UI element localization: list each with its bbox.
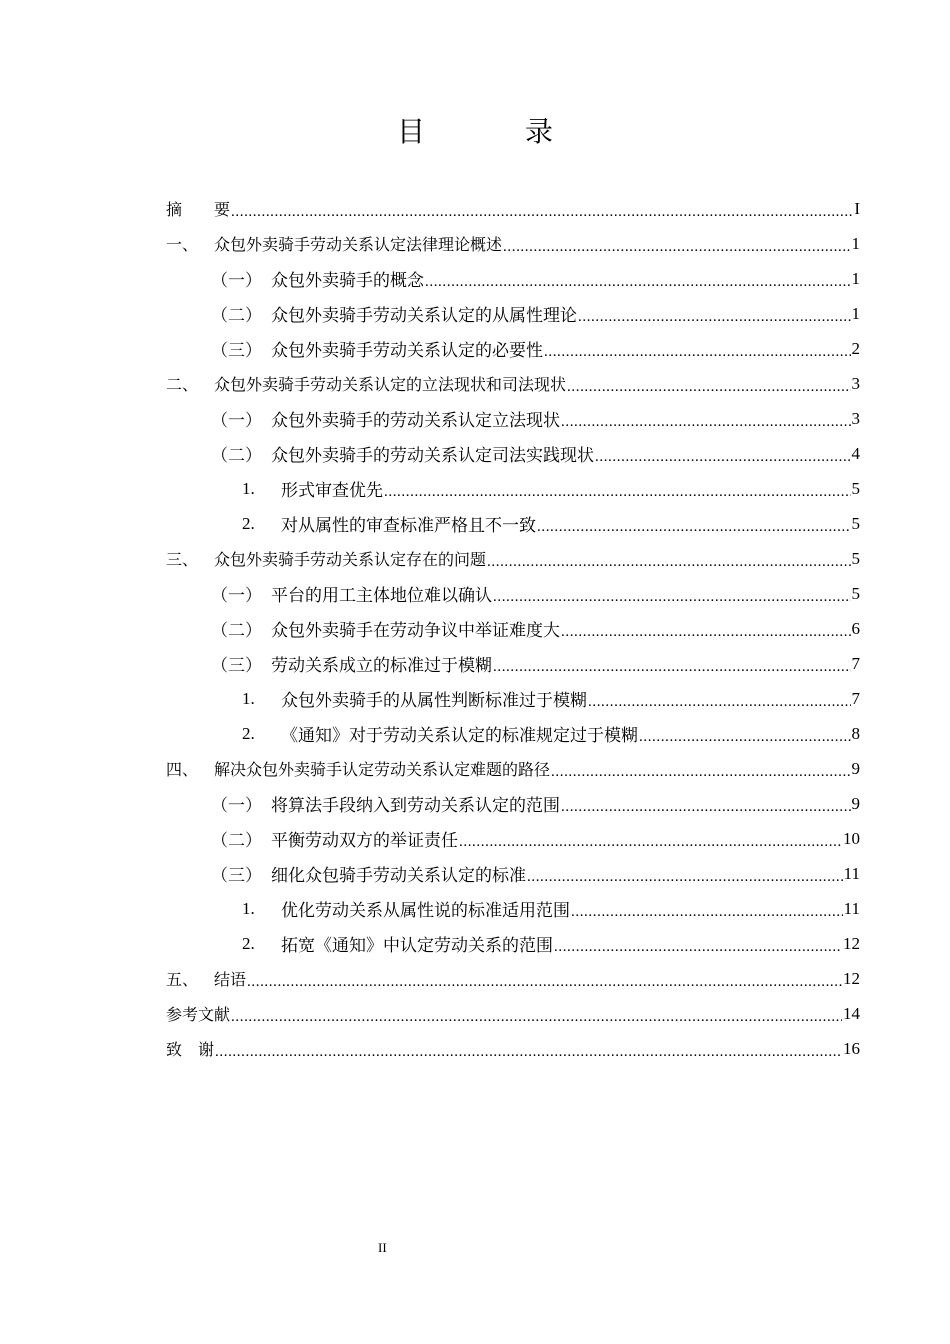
toc-entry-page-number: 1 — [851, 233, 860, 253]
toc-entry-number: 参考文献 — [166, 1005, 231, 1024]
toc-entry[interactable] — [166, 996, 860, 1031]
toc-entry-label: 平衡劳动双方的举证责任 — [271, 831, 458, 850]
toc-entry-number: （一） — [211, 411, 262, 430]
toc-entry-number: 致 谢 — [166, 1040, 215, 1059]
dot-leader — [537, 521, 851, 541]
dot-leader — [551, 766, 850, 786]
toc-entry-label: 众包外卖骑手的从属性判断标准过于模糊 — [281, 691, 587, 710]
toc-entry-label: 众包外卖骑手的劳动关系认定司法实践现状 — [271, 446, 594, 465]
toc-entry-page-number: 6 — [851, 618, 860, 638]
toc-entry-label: 平台的用工主体地位难以确认 — [271, 586, 492, 605]
toc-entry-page-number: 3 — [851, 373, 860, 393]
toc-entry-page-number: 9 — [851, 758, 860, 778]
dot-leader — [544, 346, 851, 366]
toc-entry-page-number: 4 — [851, 443, 860, 463]
toc-entry-page-number: 7 — [851, 653, 860, 673]
toc-entry-page-number: 1 — [851, 268, 860, 288]
toc-entry[interactable] — [166, 646, 860, 681]
toc-entry-number: （一） — [211, 271, 262, 290]
toc-entry-number: 一、 — [166, 235, 199, 254]
table-of-contents — [166, 191, 860, 1066]
toc-entry[interactable] — [166, 576, 860, 611]
toc-entry-page-number: 14 — [843, 1003, 860, 1023]
toc-entry[interactable] — [166, 716, 860, 751]
toc-entry-label: 众包外卖骑手的概念 — [271, 271, 424, 290]
toc-entry-number: 2. — [242, 933, 255, 953]
toc-entry-number: （一） — [211, 796, 262, 815]
toc-entry-label: 众包外卖骑手的劳动关系认定立法现状 — [271, 411, 560, 430]
dot-leader — [595, 451, 851, 471]
toc-entry-label: 将算法手段纳入到劳动关系认定的范围 — [271, 796, 560, 815]
dot-leader — [215, 1046, 842, 1066]
toc-entry[interactable] — [166, 891, 860, 926]
dot-leader — [527, 871, 843, 891]
toc-entry-page-number: 5 — [851, 478, 860, 498]
toc-entry[interactable] — [166, 296, 860, 331]
toc-entry-number: （三） — [211, 866, 262, 885]
toc-entry-page-number: 9 — [851, 793, 860, 813]
dot-leader — [247, 976, 842, 996]
toc-entry[interactable] — [166, 436, 860, 471]
toc-entry-number: 五、 — [166, 970, 199, 989]
toc-entry-page-number: 12 — [843, 968, 860, 988]
toc-entry-number: 2. — [242, 723, 255, 743]
toc-entry-label: 众包外卖骑手劳动关系认定的必要性 — [271, 341, 543, 360]
toc-entry-number: 1. — [242, 478, 255, 498]
toc-entry[interactable] — [166, 191, 860, 226]
toc-entry-label: 劳动关系成立的标准过于模糊 — [271, 656, 492, 675]
toc-entry-page-number: I — [854, 198, 860, 218]
toc-entry[interactable] — [166, 541, 860, 576]
toc-entry-label: 拓宽《通知》中认定劳动关系的范围 — [281, 936, 553, 955]
toc-entry[interactable] — [166, 821, 860, 856]
toc-entry-number: （一） — [211, 586, 262, 605]
toc-entry-label: 结语 — [214, 970, 247, 989]
toc-entry-page-number: 5 — [851, 548, 860, 568]
dot-leader — [493, 661, 851, 681]
toc-entry-number: 1. — [242, 898, 255, 918]
toc-entry-label: 众包外卖骑手劳动关系认定的从属性理论 — [271, 306, 577, 325]
dot-leader — [571, 906, 843, 926]
toc-entry-number: （二） — [211, 831, 262, 850]
toc-entry-page-number: 5 — [851, 513, 860, 533]
toc-entry[interactable] — [166, 786, 860, 821]
toc-entry-page-number: 5 — [851, 583, 860, 603]
dot-leader — [487, 556, 850, 576]
toc-entry-label: 《通知》对于劳动关系认定的标准规定过于模糊 — [281, 726, 638, 745]
toc-entry[interactable] — [166, 611, 860, 646]
page-title: 目 录 — [396, 115, 589, 148]
toc-entry-label: 众包外卖骑手劳动关系认定法律理论概述 — [214, 235, 503, 254]
toc-entry[interactable] — [166, 926, 860, 961]
footer-page-number: II — [378, 1240, 387, 1255]
dot-leader — [493, 591, 851, 611]
toc-entry-number: （二） — [211, 306, 262, 325]
dot-leader — [459, 836, 842, 856]
toc-entry[interactable] — [166, 471, 860, 506]
dot-leader — [561, 626, 851, 646]
toc-entry-page-number: 7 — [851, 688, 860, 708]
toc-entry[interactable] — [166, 506, 860, 541]
toc-entry-number: 1. — [242, 688, 255, 708]
dot-leader — [561, 416, 851, 436]
dot-leader — [231, 206, 853, 226]
toc-entry[interactable] — [166, 1031, 860, 1066]
toc-entry-number: 四、 — [166, 760, 199, 779]
toc-entry-label: 解决众包外卖骑手认定劳动关系认定难题的路径 — [214, 760, 551, 779]
toc-entry[interactable] — [166, 401, 860, 436]
toc-entry-label: 众包外卖骑手劳动关系认定的立法现状和司法现状 — [214, 375, 567, 394]
toc-entry-number: （二） — [211, 446, 262, 465]
dot-leader — [561, 801, 851, 821]
toc-entry-label: 众包外卖骑手在劳动争议中举证难度大 — [271, 621, 560, 640]
dot-leader — [425, 276, 851, 296]
dot-leader — [554, 941, 842, 961]
toc-entry-page-number: 2 — [851, 338, 860, 358]
toc-entry-number: 摘 要 — [166, 200, 231, 219]
toc-entry-label: 细化众包骑手劳动关系认定的标准 — [271, 866, 526, 885]
toc-entry-page-number: 11 — [843, 863, 860, 883]
toc-entry[interactable] — [166, 961, 860, 996]
dot-leader — [639, 731, 851, 751]
dot-leader — [503, 241, 850, 261]
toc-entry-number: （三） — [211, 656, 262, 675]
toc-entry-number: 二、 — [166, 375, 199, 394]
toc-entry-page-number: 16 — [843, 1038, 860, 1058]
toc-entry[interactable] — [166, 856, 860, 891]
toc-entry-number: （三） — [211, 341, 262, 360]
toc-entry-page-number: 1 — [851, 303, 860, 323]
toc-entry-page-number: 10 — [843, 828, 860, 848]
dot-leader — [567, 381, 850, 401]
toc-entry-label: 形式审查优先 — [281, 481, 383, 500]
toc-entry[interactable] — [166, 226, 860, 261]
toc-entry-label: 优化劳动关系从属性说的标准适用范围 — [281, 901, 570, 920]
toc-entry-number: 2. — [242, 513, 255, 533]
dot-leader — [384, 486, 851, 506]
toc-entry-number: （二） — [211, 621, 262, 640]
toc-entry[interactable] — [166, 261, 860, 296]
toc-entry[interactable] — [166, 366, 860, 401]
toc-entry[interactable] — [166, 751, 860, 786]
toc-entry-number: 三、 — [166, 550, 199, 569]
toc-entry-page-number: 12 — [843, 933, 860, 953]
dot-leader — [588, 696, 851, 716]
toc-entry-page-number: 11 — [843, 898, 860, 918]
toc-entry-page-number: 3 — [851, 408, 860, 428]
toc-entry-label: 对从属性的审查标准严格且不一致 — [281, 516, 536, 535]
toc-entry-label: 众包外卖骑手劳动关系认定存在的问题 — [214, 550, 487, 569]
dot-leader — [231, 1011, 842, 1031]
dot-leader — [578, 311, 851, 331]
toc-entry[interactable] — [166, 331, 860, 366]
toc-entry[interactable] — [166, 681, 860, 716]
toc-entry-page-number: 8 — [851, 723, 860, 743]
